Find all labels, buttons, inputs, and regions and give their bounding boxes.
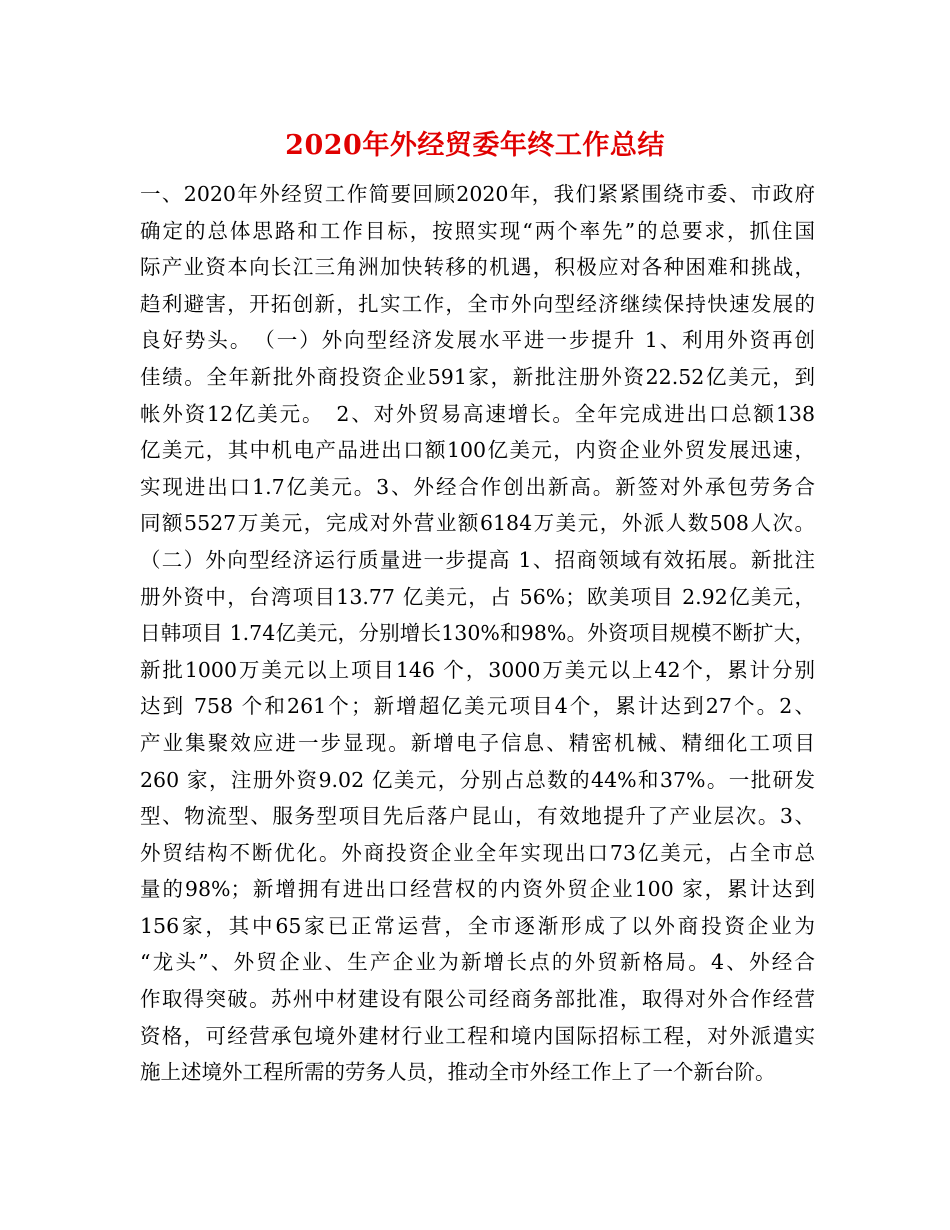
body-line: 施上述境外工程所需的劳务人员，推动全市外经工作上了一个新台阶。 bbox=[140, 1060, 776, 1085]
body-line: 外贸结构不断优化。外商投资企业全年实现出口73亿美元，占全市总 bbox=[140, 840, 815, 865]
body-line: 佳绩。全年新批外商投资企业591家，新批注册外资22.52亿美元，到 bbox=[140, 364, 815, 389]
body-line: 达到 758 个和261个；新增超亿美元项目4个，累计达到27个。2、 bbox=[140, 694, 815, 719]
body-line: 型、物流型、服务型项目先后落户昆山，有效地提升了产业层次。3、 bbox=[140, 804, 815, 829]
body-line: 一、2020年外经贸工作简要回顾2020年，我们紧紧围绕市委、市政府 bbox=[140, 182, 815, 206]
body-line: 156家，其中65家已正常运营，全市逐渐形成了以外商投资企业为 bbox=[140, 913, 815, 938]
body-line: 确定的总体思路和工作目标，按照实现“两个率先”的总要求，抓住国 bbox=[140, 218, 815, 243]
body-line: 新批1000万美元以上项目146 个，3000万美元以上42个，累计分别 bbox=[140, 657, 815, 682]
body-line: 量的98%；新增拥有进出口经营权的内资外贸企业100 家，累计达到 bbox=[140, 877, 815, 902]
body-line: 资格，可经营承包境外建材行业工程和境内国际招标工程，对外派遣实 bbox=[140, 1023, 815, 1048]
body-line: 际产业资本向长江三角洲加快转移的机遇，积极应对各种困难和挑战， bbox=[140, 255, 815, 280]
body-line: “龙头”、外贸企业、生产企业为新增长点的外贸新格局。4、外经合 bbox=[140, 950, 815, 975]
body-line: 趋利避害，开拓创新，扎实工作，全市外向型经济继续保持快速发展的 bbox=[140, 291, 815, 316]
body-line: 帐外资12亿美元。 2、对外贸易高速增长。全年完成进出口总额138 bbox=[140, 401, 815, 426]
document-body bbox=[140, 176, 815, 1091]
body-line: 产业集聚效应进一步显现。新增电子信息、精密机械、精细化工项目 bbox=[140, 730, 815, 755]
body-line: 260 家，注册外资9.02 亿美元，分别占总数的44%和37%。一批研发 bbox=[140, 767, 815, 792]
body-line: 日韩项目 1.74亿美元，分别增长130%和98%。外资项目规模不断扩大， bbox=[140, 621, 815, 646]
document-title: 2020年外经贸委年终工作总结 bbox=[285, 130, 665, 161]
body-line: （二）外向型经济运行质量进一步提高 1、招商领域有效拓展。新批注 bbox=[140, 547, 815, 572]
body-line: 良好势头。 （一）外向型经济发展水平进一步提升 1、利用外资再创 bbox=[140, 328, 815, 353]
body-line: 册外资中，台湾项目13.77 亿美元，占 56%；欧美项目 2.92亿美元， bbox=[140, 584, 815, 609]
body-line: 同额5527万美元，完成对外营业额6184万美元，外派人数508人次。 bbox=[140, 511, 815, 536]
body-line: 作取得突破。苏州中材建设有限公司经商务部批准，取得对外合作经营 bbox=[140, 987, 815, 1012]
body-line: 亿美元，其中机电产品进出口额100亿美元，内资企业外贸发展迅速， bbox=[140, 438, 815, 463]
body-line: 实现进出口1.7亿美元。3、外经合作创出新高。新签对外承包劳务合 bbox=[140, 474, 815, 499]
